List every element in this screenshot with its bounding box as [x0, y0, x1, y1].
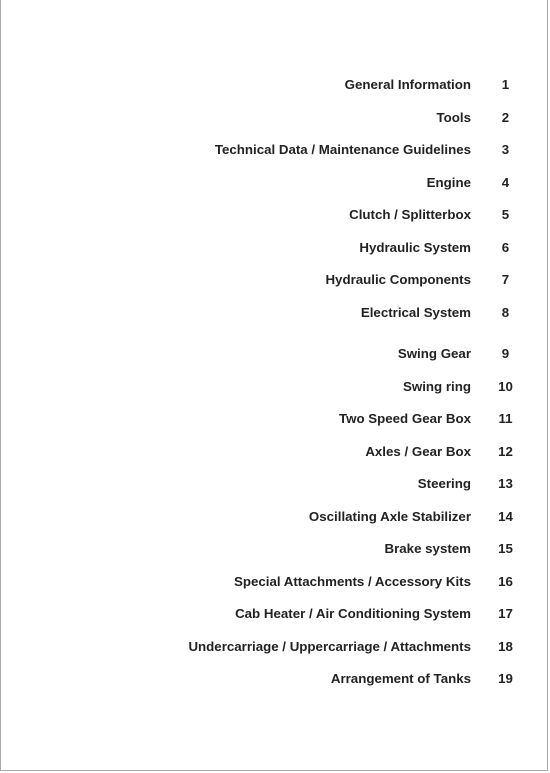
toc-entry-number: 10: [498, 379, 513, 394]
toc-entry-general-information[interactable]: [1, 75, 549, 95]
toc-entry-number: 9: [501, 346, 510, 361]
toc-entry-number: 18: [498, 639, 513, 654]
toc-entry-steering[interactable]: [1, 474, 549, 494]
toc-entry-engine[interactable]: [1, 173, 549, 193]
toc-entry-title: Electrical System: [360, 305, 471, 320]
toc-entry-number: 6: [501, 240, 510, 255]
toc-entry-number: 16: [498, 574, 513, 589]
toc-entry-title: Two Speed Gear Box: [338, 411, 471, 426]
toc-entry-swing-ring[interactable]: [1, 377, 549, 397]
toc-entry-number: 13: [498, 476, 513, 491]
toc-entry-number: 4: [501, 175, 510, 190]
toc-entry-title: General Information: [344, 77, 471, 92]
toc-entry-title: Tools: [436, 110, 471, 125]
toc-entry-hydraulic-system[interactable]: [1, 238, 549, 258]
toc-entry-number: 19: [498, 671, 513, 686]
toc-entry-tools[interactable]: [1, 108, 549, 128]
toc-entry-title: Engine: [426, 175, 471, 190]
toc-entry-swing-gear[interactable]: [1, 344, 549, 364]
toc-entry-arrangement-of-tanks[interactable]: [1, 669, 549, 689]
toc-entry-title: Cab Heater / Air Conditioning System: [235, 606, 471, 621]
toc-entry-title: Steering: [417, 476, 471, 491]
toc-entry-two-speed-gear-box[interactable]: [1, 409, 549, 429]
toc-entry-title: Hydraulic System: [359, 240, 471, 255]
toc-entry-special-attachments[interactable]: [1, 572, 549, 592]
toc-entry-title: Swing ring: [403, 379, 471, 394]
toc-entry-title: Undercarriage / Uppercarriage / Attachments: [188, 639, 471, 654]
toc-entry-cab-heater[interactable]: [1, 604, 549, 624]
toc-entry-number: 11: [498, 411, 513, 426]
toc-entry-brake-system[interactable]: [1, 539, 549, 559]
toc-entry-oscillating-axle-stabilizer[interactable]: [1, 507, 549, 527]
toc-entry-number: 8: [501, 305, 510, 320]
toc-entry-number: 17: [498, 606, 513, 621]
toc-entry-title: Brake system: [384, 541, 471, 556]
toc-entry-electrical-system[interactable]: [1, 303, 549, 323]
toc-entry-title: Arrangement of Tanks: [330, 671, 471, 686]
toc-entry-title: Swing Gear: [397, 346, 471, 361]
toc-entry-number: 1: [501, 77, 510, 92]
toc-entry-title: Axles / Gear Box: [365, 444, 471, 459]
toc-entry-hydraulic-components[interactable]: [1, 270, 549, 290]
toc-entry-title: Technical Data / Maintenance Guidelines: [214, 142, 471, 157]
toc-entry-title: Special Attachments / Accessory Kits: [234, 574, 471, 589]
toc-entry-number: 15: [498, 541, 513, 556]
toc-entry-technical-data[interactable]: [1, 140, 549, 160]
toc-entry-axles-gear-box[interactable]: [1, 442, 549, 462]
toc-entry-number: 2: [501, 110, 510, 125]
toc-entry-number: 12: [498, 444, 513, 459]
toc-entry-number: 3: [501, 142, 510, 157]
toc-entry-clutch-splitterbox[interactable]: [1, 205, 549, 225]
toc-entry-number: 14: [498, 509, 513, 524]
table-of-contents: [1, 0, 549, 771]
toc-entry-number: 5: [501, 207, 510, 222]
toc-entry-number: 7: [501, 272, 510, 287]
toc-entry-undercarriage[interactable]: [1, 637, 549, 657]
toc-entry-title: Hydraulic Components: [325, 272, 471, 287]
toc-entry-title: Oscillating Axle Stabilizer: [308, 509, 471, 524]
toc-entry-title: Clutch / Splitterbox: [349, 207, 471, 222]
